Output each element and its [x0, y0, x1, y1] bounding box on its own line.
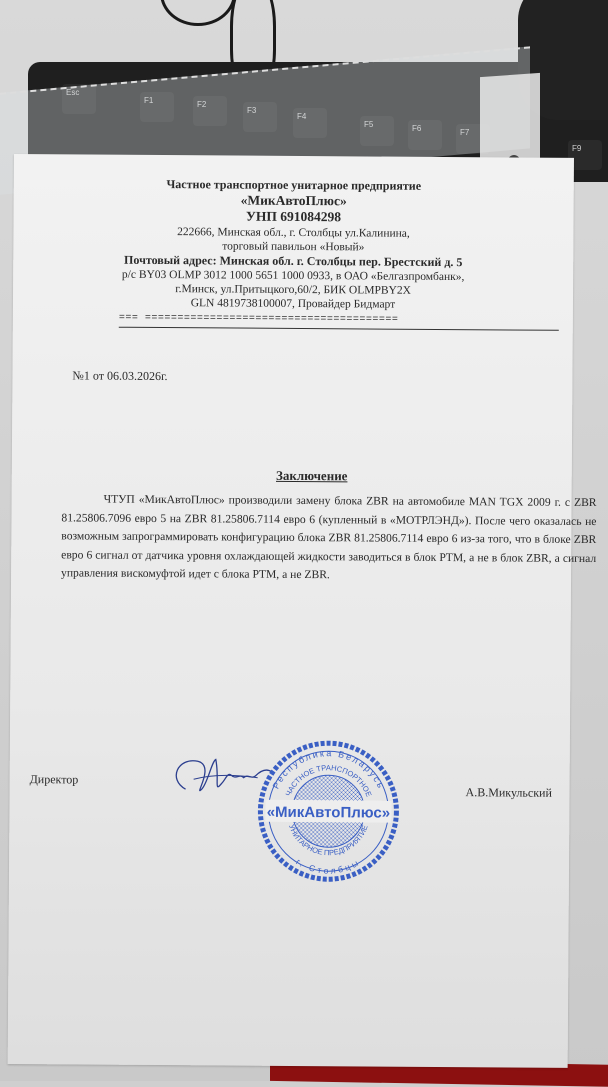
- cable: [160, 0, 236, 26]
- stamp-city: г. Столбцы: [294, 856, 362, 876]
- bank-line-1: р/с BY03 OLMP 3012 1000 5651 1000 0933, в ОАО «Белгазпромбанк»,: [121, 268, 465, 284]
- keyboard-key: F5: [360, 116, 394, 146]
- keyboard-key: F4: [293, 108, 327, 138]
- bank-line-2: г.Минск, ул.Притыцкого,60/2, БИК OLMPBY2X: [175, 283, 411, 297]
- document-body: ЧТУП «МикАвтоПлюс» производили замену блока ZBR на автомобиле MAN TGX 2009 г. с ZBR 81.25806.7096 евро 5 на ZBR 81.25806.7114 евро 6 (купленный в «МОТРЛЭНД»). После чего оказалась не возможным запрограммировать конфигурацию блока ZBR 81.25806.7114 евро 6 из-за того, что в блоке ZBR евро 6 сигнал от датчика уровня охлаждающей жидкости заводиться в блок PTM, а не в блок ZBR, а сигнал управления вискомуфтой идет с блока PTM, а не ZBR.: [61, 492, 597, 582]
- address-line-1: 222666, Минская обл., г. Столбцы ул.Калинина,: [177, 226, 410, 240]
- header-rule: [119, 327, 559, 331]
- document-title: Заключение: [275, 467, 348, 484]
- document-page: [8, 154, 597, 1068]
- signatory-role: Директор: [29, 772, 79, 787]
- keyboard-key: F1: [140, 92, 174, 122]
- keyboard-key: F2: [193, 96, 227, 126]
- document-number: №1 от 06.03.2026г.: [72, 368, 168, 384]
- signatory-name: А.В.Микульский: [465, 785, 552, 800]
- stamp-country: Республика Беларусь: [270, 748, 387, 792]
- keyboard-key: Esc: [62, 84, 96, 114]
- keyboard-key: F9: [568, 140, 602, 170]
- header-separator: === =======================================: [118, 312, 399, 326]
- stamp-company-name: «МикАвтоПлюс»: [266, 803, 391, 822]
- stamp-inner-bottom: УНИТАРНОЕ ПРЕДПРИЯТИЕ: [287, 823, 370, 858]
- keyboard-key: F6: [408, 120, 442, 150]
- org-type: Частное транспортное унитарное предприятие: [166, 177, 422, 193]
- company-stamp: [253, 736, 404, 887]
- postal-address: Почтовый адрес: Минская обл. г. Столбцы пер. Брестский д. 5: [124, 252, 463, 270]
- keyboard-key: F3: [243, 102, 277, 132]
- org-name: «МикАвтоПлюс»: [240, 192, 347, 209]
- unp: УНП 691084298: [245, 208, 342, 225]
- address-line-2: торговый павильон «Новый»: [222, 240, 365, 254]
- stamp-inner-top: ЧАСТНОЕ ТРАНСПОРТНОЕ: [283, 763, 374, 799]
- keyboard-key: F7: [456, 124, 490, 154]
- gln-line: GLN 4819738100007, Провайдер Бидмарт: [190, 297, 396, 311]
